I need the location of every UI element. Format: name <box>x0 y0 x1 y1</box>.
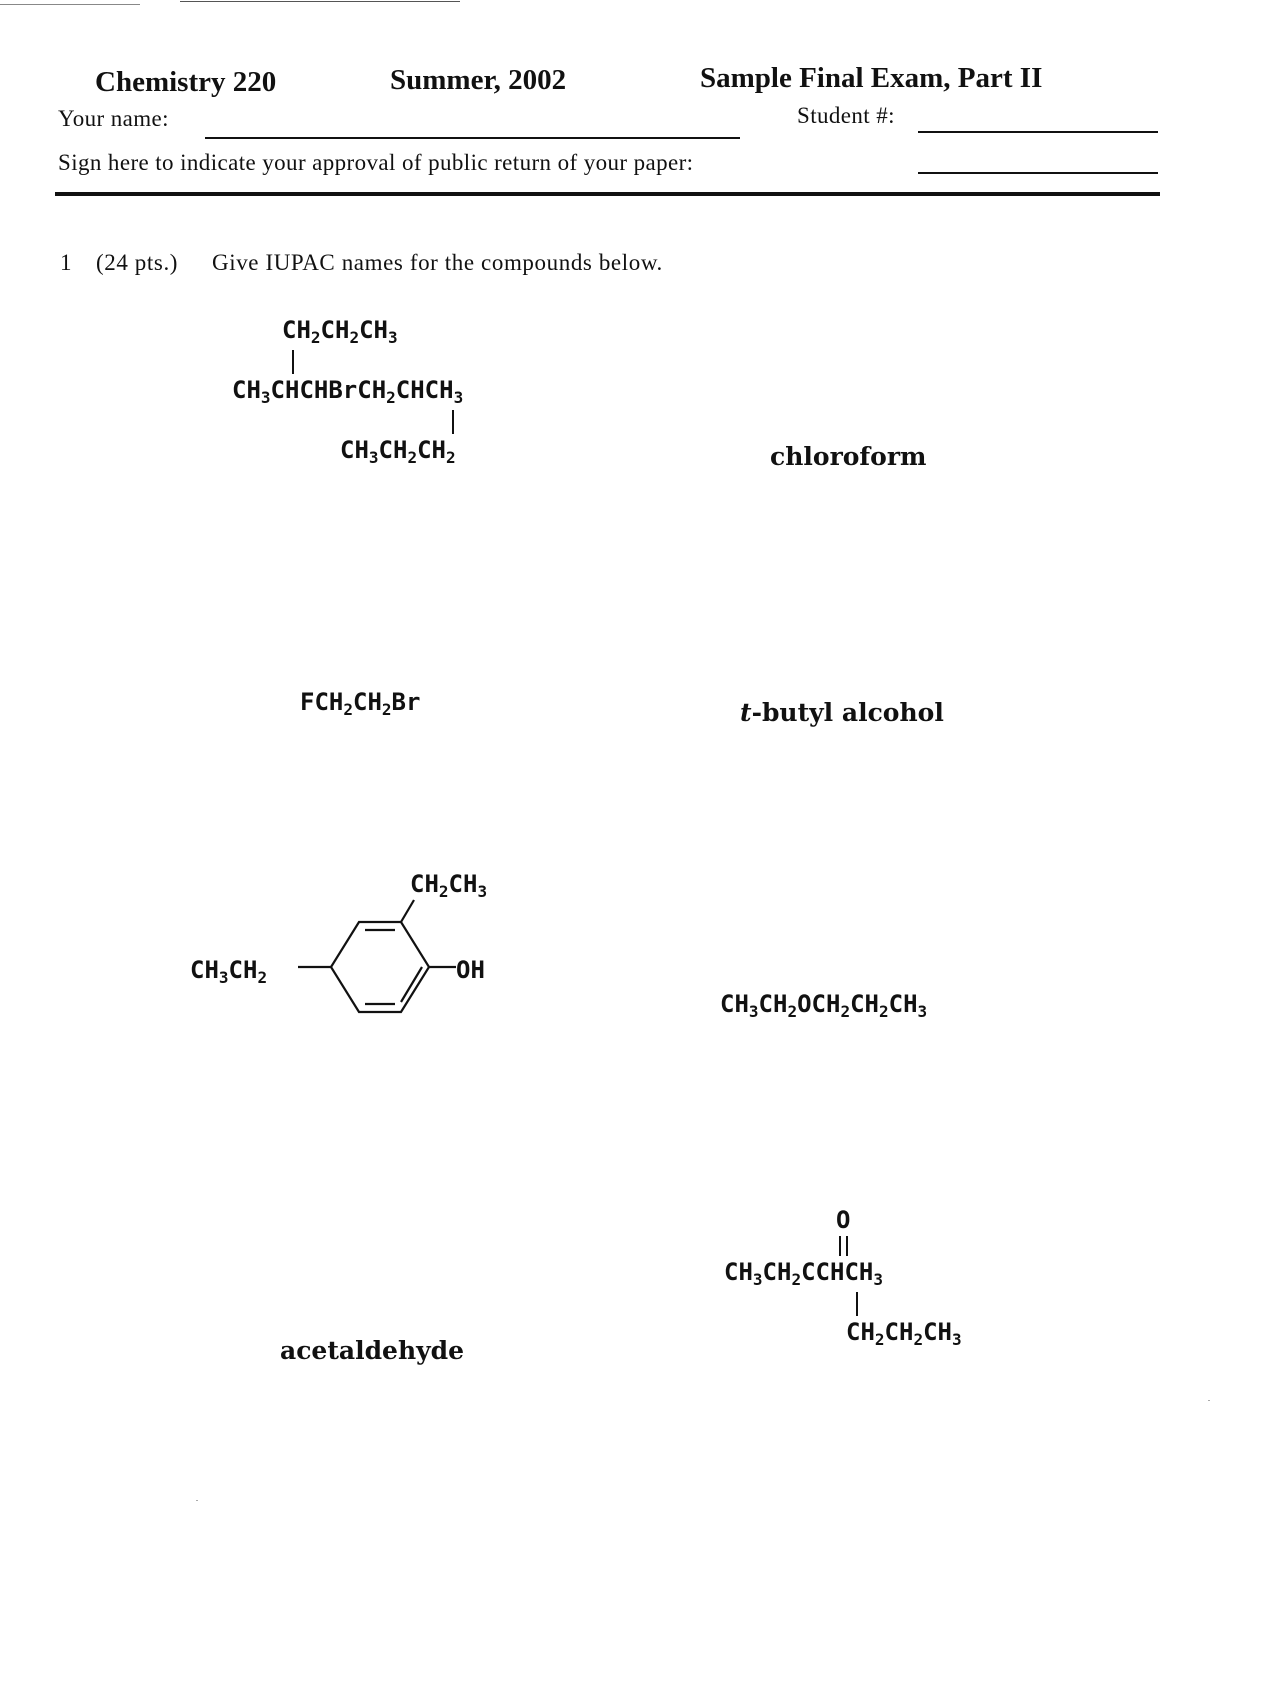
compound-7-name: acetaldehyde <box>280 1336 465 1365</box>
question-points: (24 pts.) <box>96 250 179 275</box>
scan-speck <box>196 1500 198 1501</box>
compound-2-name: chloroform <box>770 442 927 471</box>
compound-6-formula: $CH_3CH_2OCH_2CH_2CH_3$ <box>720 990 928 1021</box>
name-field-line[interactable] <box>205 137 740 139</box>
compound-8-main-chain: $CH_3CH_2CCHCH_3$ <box>724 1258 883 1289</box>
signature-field-line[interactable] <box>918 172 1158 174</box>
scan-edge-line <box>180 1 460 2</box>
exam-title: Sample Final Exam, Part II <box>700 62 1043 94</box>
scan-speck <box>1208 1400 1210 1401</box>
compound-8-oxygen: O <box>836 1206 851 1234</box>
compound-1-bond-bottom <box>452 410 454 434</box>
compound-8-branch: $CH_2CH_2CH_3$ <box>846 1318 962 1349</box>
compound-1-main-chain: $CH_3CHCHBrCH_2CHCH_3$ <box>232 376 464 407</box>
compound-1-bottom-branch: $CH_3CH_2CH_2$ <box>340 436 456 467</box>
compound-8-double-bond-a <box>839 1236 841 1256</box>
compound-8-double-bond-b <box>846 1236 848 1256</box>
student-number-label: Student #: <box>797 103 895 128</box>
signature-label: Sign here to indicate your approval of public return of your paper: <box>58 150 694 175</box>
benzene-ring <box>290 890 460 1020</box>
compound-1-bond-top <box>292 350 294 374</box>
question-number: 1 <box>60 250 73 275</box>
compound-5-ethyl-left: $CH_3CH_2$ <box>190 956 268 987</box>
compound-4-name: t-butyl alcohol <box>740 698 944 727</box>
term: Summer, 2002 <box>390 64 567 96</box>
question-prompt: Give IUPAC names for the compounds below. <box>212 250 663 275</box>
compound-5-ethyl-top: $CH_2CH_3$ <box>410 870 488 901</box>
student-number-field-line[interactable] <box>918 131 1158 133</box>
compound-8-branch-bond <box>856 1292 858 1316</box>
name-label: Your name: <box>58 106 169 131</box>
compound-1-top-branch: $CH_2CH_2CH_3$ <box>282 316 398 347</box>
compound-5-hydroxyl: OH <box>456 956 485 984</box>
compound-3-formula: $FCH_2CH_2Br$ <box>300 688 421 719</box>
scan-edge-line <box>0 4 140 5</box>
header-divider <box>55 192 1160 196</box>
course-title: Chemistry 220 <box>95 66 277 98</box>
